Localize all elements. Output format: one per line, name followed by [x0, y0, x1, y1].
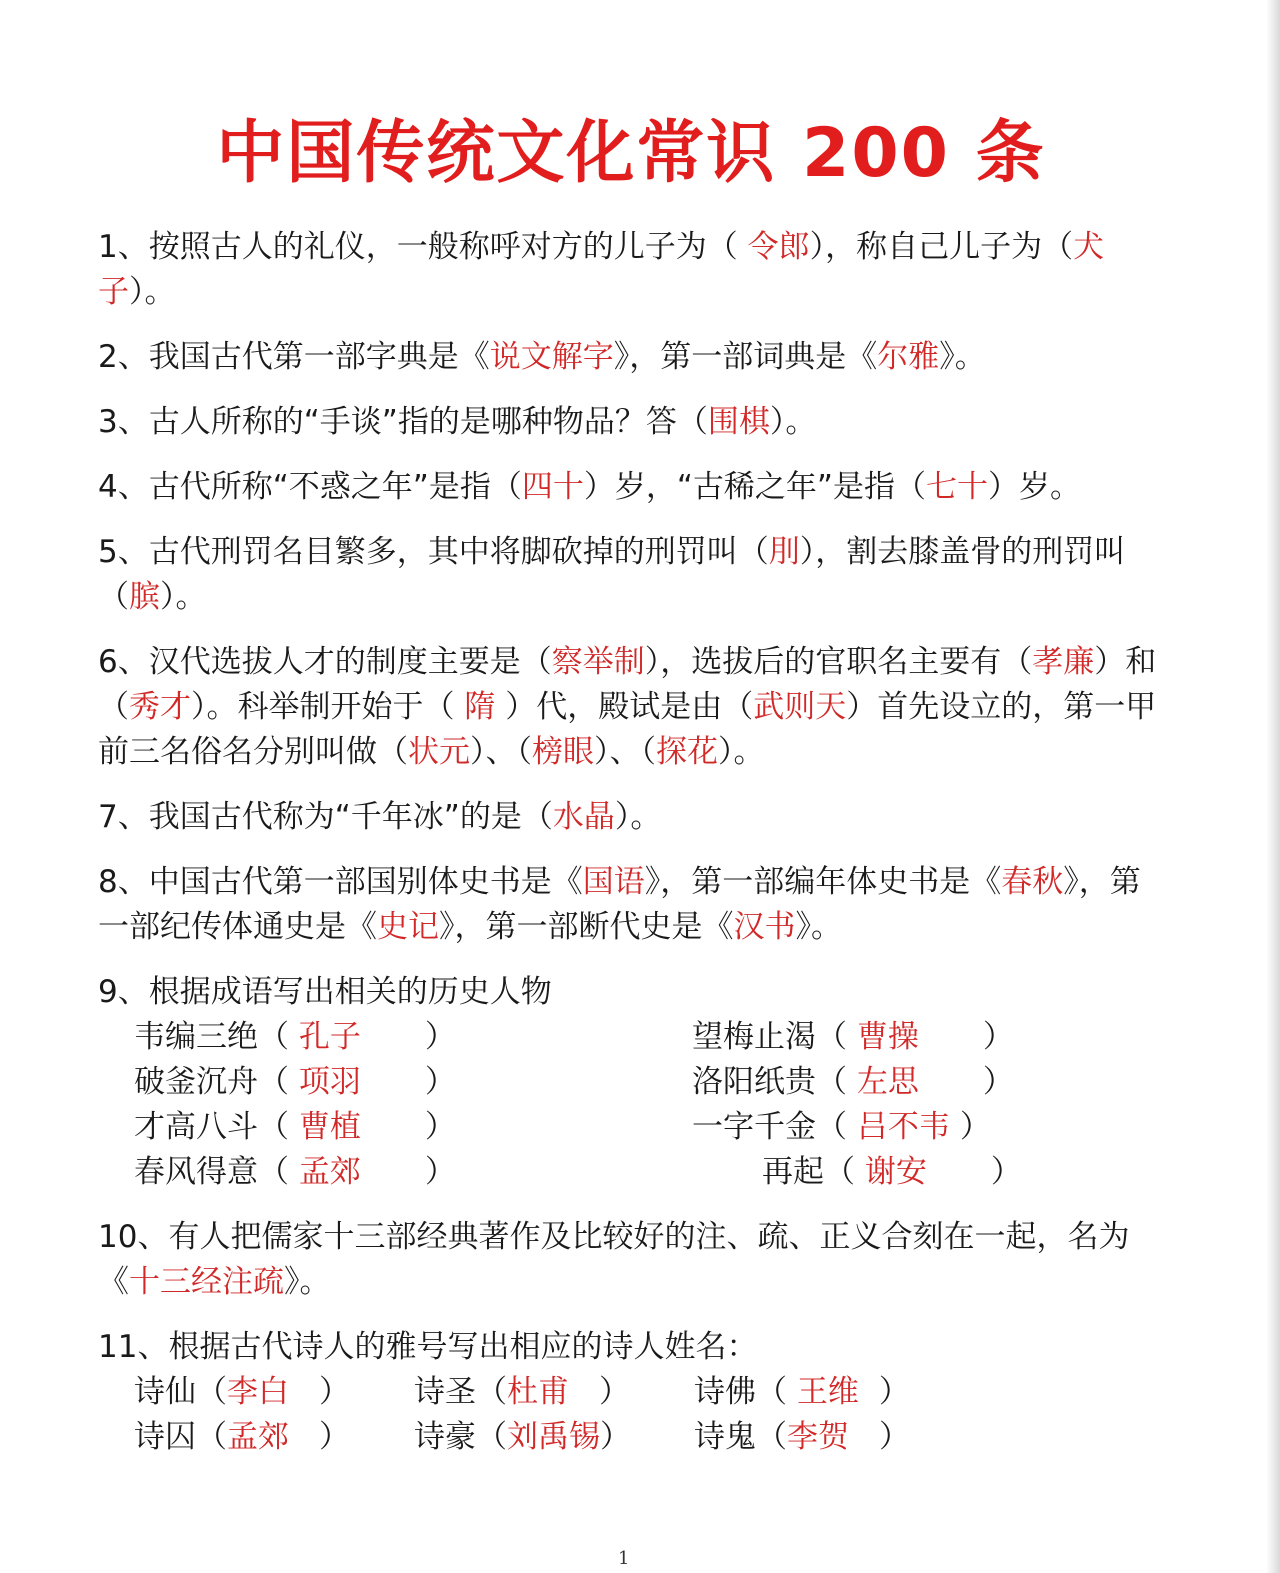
- answer: 七十: [925, 469, 988, 505]
- answer: 尔雅: [877, 339, 940, 375]
- item-text: ）。: [718, 734, 765, 770]
- poet-pair: [134, 1370, 414, 1415]
- item-5: [98, 530, 1168, 620]
- poet-pair: [694, 1415, 994, 1460]
- item-8: [98, 860, 1168, 950]
- idiom-pair: [134, 1060, 692, 1105]
- answer: 令郎: [747, 229, 810, 265]
- poet-label: ）: [879, 1419, 910, 1455]
- idiom-pair: [134, 1105, 692, 1150]
- item-heading: 9、根据成语写出相关的历史人物: [98, 974, 552, 1010]
- item-text: ）岁，“古稀之年”是指（: [583, 469, 926, 505]
- item-4: [98, 465, 1168, 510]
- item-text: ），选拔后的官职名主要有（: [644, 644, 1033, 680]
- poet-pair: [414, 1415, 694, 1460]
- answer: 汉书: [733, 909, 796, 945]
- item-text: 3、古人所称的“手谈”指的是哪种物品？答（: [98, 404, 708, 440]
- poet-label: ）: [599, 1374, 630, 1410]
- item-text: 》。: [795, 909, 842, 945]
- item-text: 》，第一部编年体史书是《: [644, 864, 1002, 900]
- answer: 曹植: [298, 1109, 361, 1145]
- answer: 刘禹锡: [507, 1419, 600, 1455]
- poet-label: 诗圣（: [414, 1374, 507, 1410]
- page-title: 中国传统文化常识 200 条: [216, 114, 1046, 193]
- poet-label: 诗鬼（: [694, 1419, 787, 1455]
- idiom-text: ）: [982, 1064, 1014, 1100]
- answer: 犬子: [98, 229, 1105, 310]
- poet-label: ）: [878, 1374, 910, 1410]
- item-7: [98, 795, 1168, 840]
- item-text: 5、古代刑罚名目繁多，其中将脚砍掉的刑罚叫（: [98, 534, 769, 570]
- item-9: [98, 970, 1168, 1195]
- item-text: ）。: [129, 274, 176, 310]
- page-number: 1: [618, 1548, 630, 1569]
- poet-label: 诗仙（: [134, 1374, 227, 1410]
- item-text: ）。: [769, 404, 817, 440]
- answer: 项羽: [298, 1064, 361, 1100]
- idiom-text: 洛阳纸贵（: [692, 1064, 857, 1100]
- poet-label: 诗豪（: [414, 1419, 507, 1455]
- answer: 王维: [796, 1374, 859, 1410]
- poet-grid: [134, 1370, 1168, 1460]
- answer: 孟郊: [298, 1154, 361, 1190]
- answer: 孟郊: [227, 1419, 289, 1455]
- idiom-grid: [134, 1015, 1168, 1195]
- poet-label: ）: [319, 1419, 350, 1455]
- idiom-text: 望梅止渴（: [692, 1019, 857, 1055]
- poet-label: ）: [600, 1419, 631, 1455]
- idiom-pair: [692, 1060, 1112, 1105]
- poet-label: 诗囚（: [134, 1419, 227, 1455]
- item-heading: 11、根据古代诗人的雅号写出相应的诗人姓名：: [98, 1329, 758, 1365]
- answer: 刖: [768, 534, 800, 570]
- item-text: ）代，殿试是由（: [495, 689, 754, 725]
- idiom-text: ）: [424, 1154, 456, 1190]
- item-6: [98, 640, 1168, 775]
- answer: 李白: [227, 1374, 289, 1410]
- item-text: ）、（: [594, 734, 656, 770]
- answer: 史记: [377, 909, 439, 945]
- item-text: ）、（: [470, 734, 532, 770]
- idiom-pair: [692, 1150, 1112, 1195]
- item-text: ）岁。: [987, 469, 1081, 505]
- idiom-text: 再起（: [762, 1154, 865, 1190]
- answer: 说文解字: [489, 339, 614, 375]
- answer: 榜眼: [532, 734, 594, 770]
- item-10: [98, 1215, 1168, 1305]
- answer: 十三经注疏: [129, 1264, 284, 1300]
- answer: 杜甫: [507, 1374, 569, 1410]
- answer: 察举制: [551, 644, 645, 680]
- answer: 探花: [656, 734, 718, 770]
- idiom-pair: [134, 1150, 692, 1195]
- item-text: 7、我国古代称为“千年冰”的是（: [98, 799, 553, 835]
- idiom-text: ）: [990, 1154, 1022, 1190]
- idiom-text: ）: [424, 1064, 456, 1100]
- item-text: 4、古代所称“不惑之年”是指（: [98, 469, 522, 505]
- page-edge-shadow: [1266, 0, 1280, 1573]
- item-text: 》，第一部断代史是《: [439, 909, 734, 945]
- item-1: [98, 225, 1168, 315]
- answer: 隋: [464, 689, 496, 725]
- answer: 秀才: [129, 689, 191, 725]
- item-text: ）。: [614, 799, 662, 835]
- poet-pair: [414, 1370, 694, 1415]
- idiom-text: 才高八斗（: [134, 1109, 299, 1145]
- idiom-text: 破釜沉舟（: [134, 1064, 299, 1100]
- answer: 谢安: [864, 1154, 927, 1190]
- idiom-pair: [692, 1015, 1112, 1060]
- idiom-text: ）: [424, 1019, 456, 1055]
- answer: 春秋: [1001, 864, 1064, 900]
- item-text: 6、汉代选拔人才的制度主要是（: [98, 644, 552, 680]
- item-text: ）。科举制开始于（: [191, 689, 465, 725]
- item-text: ）和（: [98, 644, 1157, 725]
- answer: 武则天: [753, 689, 847, 725]
- answer: 膑: [129, 579, 160, 615]
- idiom-text: 一字千金（: [692, 1109, 857, 1145]
- item-text: 1、按照古人的礼仪，一般称呼对方的儿子为（: [98, 229, 748, 265]
- idiom-text: ）: [959, 1109, 991, 1145]
- answer: 左思: [856, 1064, 919, 1100]
- item-text: ），称自己儿子为（: [809, 229, 1074, 265]
- poet-pair: [694, 1370, 994, 1415]
- answer: 状元: [408, 734, 470, 770]
- item-text: 10、有人把儒家十三部经典著作及比较好的注、疏、正义合刻在一起，名为《: [98, 1219, 1130, 1300]
- item-text: 》。: [939, 339, 986, 375]
- answer: 四十: [521, 469, 584, 505]
- answer: 吕不韦: [856, 1109, 950, 1145]
- idiom-pair: [134, 1015, 692, 1060]
- idiom-text: 韦编三绝（: [134, 1019, 299, 1055]
- idiom-pair: [692, 1105, 1112, 1150]
- item-2: [98, 335, 1168, 380]
- answer: 李贺: [787, 1419, 849, 1455]
- item-text: 》，第一部纪传体通史是《: [98, 864, 1141, 945]
- poet-label: 诗佛（: [694, 1374, 797, 1410]
- item-3: [98, 400, 1168, 445]
- item-text: 》。: [284, 1264, 331, 1300]
- item-text: ）。: [160, 579, 207, 615]
- item-text: 2、我国古代第一部字典是《: [98, 339, 490, 375]
- item-text: 8、中国古代第一部国别体史书是《: [98, 864, 583, 900]
- item-text: 》，第一部词典是《: [613, 339, 878, 375]
- answer: 国语: [582, 864, 645, 900]
- poet-pair: [134, 1415, 414, 1460]
- idiom-text: ）: [982, 1019, 1014, 1055]
- idiom-text: ）: [424, 1109, 456, 1145]
- item-11: [98, 1325, 1168, 1460]
- item-text: ）首先设立的，第一甲前三名俗名分别叫做（: [98, 689, 1157, 770]
- poet-label: ）: [319, 1374, 350, 1410]
- content-body: [98, 225, 1168, 1480]
- answer: 曹操: [856, 1019, 919, 1055]
- answer: 水晶: [552, 799, 615, 835]
- answer: 围棋: [707, 404, 770, 440]
- item-text: ），割去膝盖骨的刑罚叫（: [98, 534, 1126, 615]
- idiom-text: 春风得意（: [134, 1154, 299, 1190]
- answer: 孝廉: [1032, 644, 1095, 680]
- answer: 孔子: [298, 1019, 361, 1055]
